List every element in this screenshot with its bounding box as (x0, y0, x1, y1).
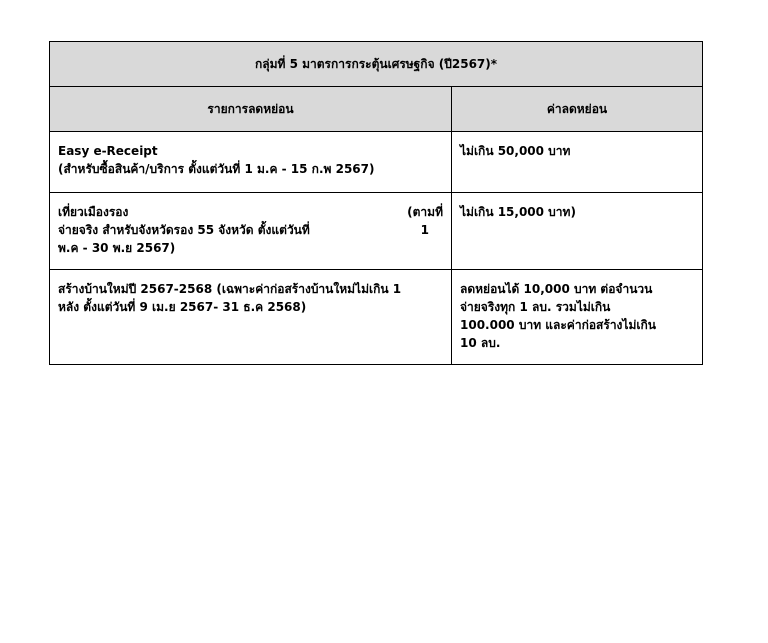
row-item-line: สร้างบ้านใหม่ปี 2567-2568 (เฉพาะค่าก่อสร้างบ้านใหม่ไม่เกิน 1 (58, 282, 402, 296)
row-item-cell (50, 270, 452, 365)
column-header-item-text: รายการลดหย่อน (207, 102, 294, 116)
table-title (50, 42, 703, 87)
row-item-line-right: (ตามที่ (407, 205, 443, 219)
row-item-line: (สำหรับซื้อสินค้า/บริการ ตั้งแต่วันที่ 1 ม.ค - 15 ก.พ 2567) (58, 162, 375, 176)
row-amount-text: ไม่เกิน 15,000 บาท) (460, 205, 576, 219)
row-amount-cell (452, 132, 703, 193)
table-row (50, 193, 703, 270)
row-item-line (58, 203, 443, 221)
row-amount-text: ไม่เกิน 50,000 บาท (460, 144, 571, 158)
table-title-text: กลุ่มที่ 5 มาตรการกระตุ้นเศรษฐกิจ (ปี2567)* (254, 57, 498, 71)
table-row (50, 270, 703, 365)
row-amount-line: 10 ลบ. (460, 336, 501, 350)
row-item-line: พ.ค - 30 พ.ย 2567) (58, 241, 176, 255)
deduction-table (49, 41, 703, 365)
row-item-line-left: จ่ายจริง สำหรับจังหวัดรอง 55 จังหวัด ตั้งแต่วันที่ (58, 223, 310, 237)
row-amount-line: 100.000 บาท และค่าก่อสร้างไม่เกิน (460, 318, 656, 332)
row-item-line-right: 1 (420, 223, 429, 237)
column-header-item (50, 87, 452, 132)
row-amount-cell (452, 193, 703, 270)
row-item-line (58, 221, 443, 239)
row-item-line: Easy e-Receipt (58, 144, 158, 158)
column-header-amount-text: ค่าลดหย่อน (546, 102, 608, 116)
row-item-line-left: เที่ยวเมืองรอง (58, 205, 129, 219)
table-row (50, 132, 703, 193)
row-amount-line: ลดหย่อนได้ 10,000 บาท ต่อจำนวน (460, 282, 653, 296)
row-amount-line: จ่ายจริงทุก 1 ลบ. รวมไม่เกิน (460, 300, 611, 314)
row-item-line: หลัง ตั้งแต่วันที่ 9 เม.ย 2567- 31 ธ.ค 2568) (58, 300, 307, 314)
row-item-cell (50, 132, 452, 193)
row-item-cell (50, 193, 452, 270)
row-amount-cell (452, 270, 703, 365)
column-header-amount (452, 87, 703, 132)
